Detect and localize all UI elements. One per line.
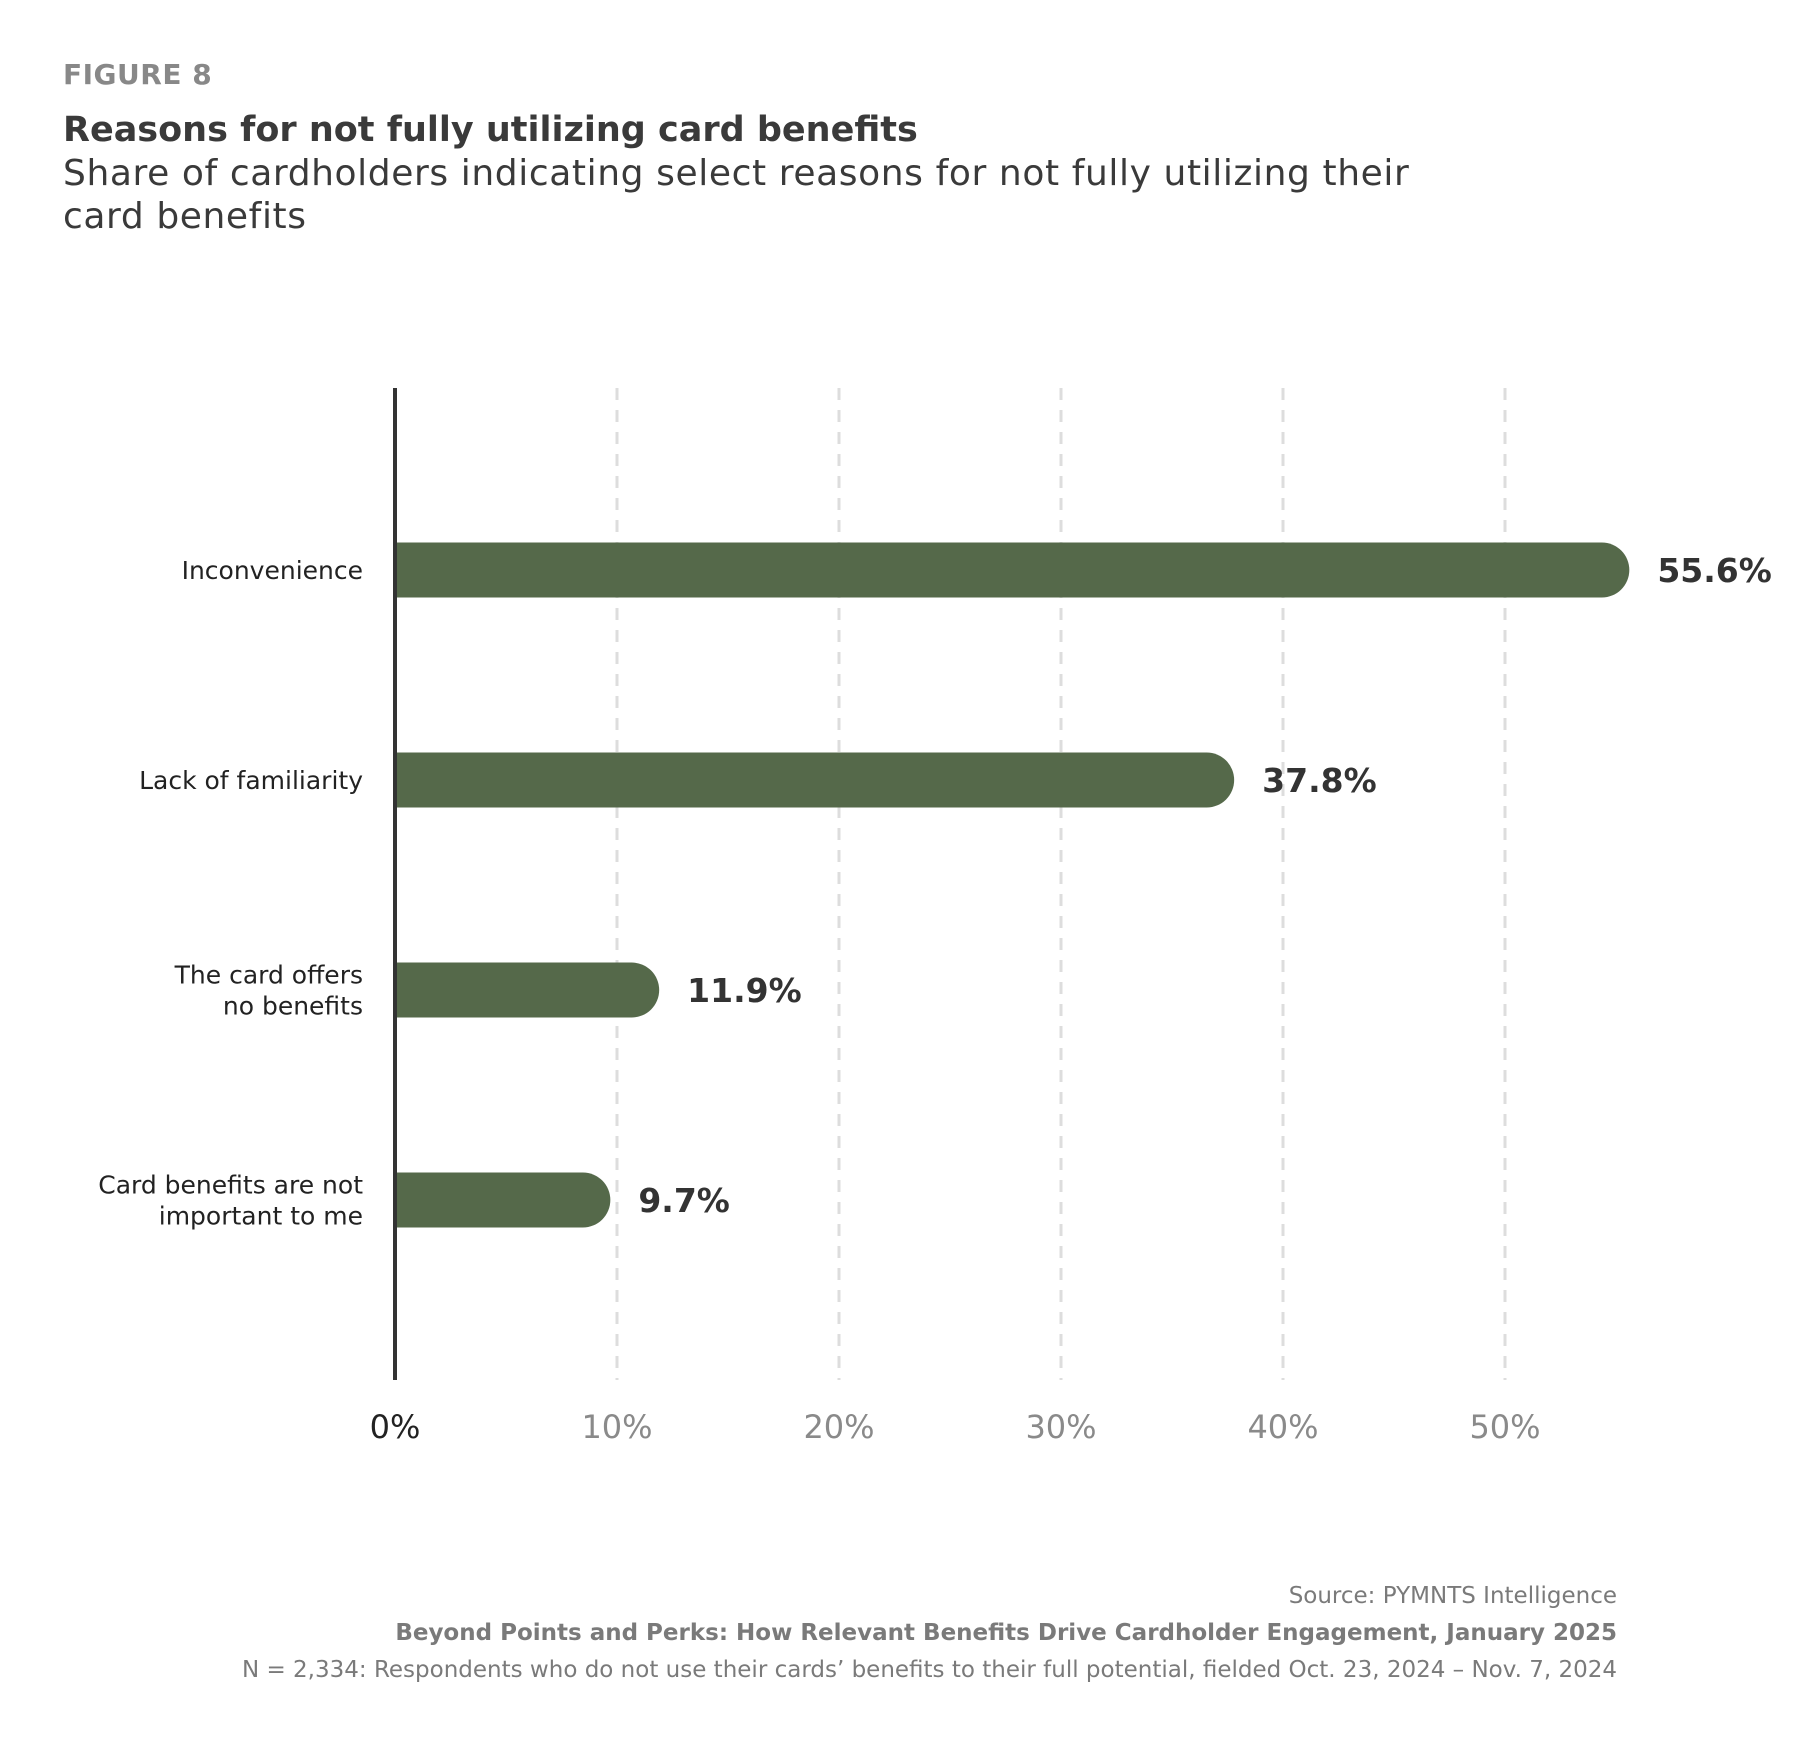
category-label: Card benefits are not important to me bbox=[98, 1170, 363, 1231]
category-label: Lack of familiarity bbox=[139, 766, 363, 795]
figure-label: FIGURE 8 bbox=[63, 58, 213, 91]
x-tick-label: 50% bbox=[1469, 1408, 1541, 1446]
bar bbox=[395, 963, 659, 1018]
x-tick-label: 20% bbox=[803, 1408, 875, 1446]
category-label: The card offers no benefits bbox=[174, 960, 363, 1021]
x-tick-label: 10% bbox=[581, 1408, 653, 1446]
x-tick-label: 0% bbox=[369, 1408, 421, 1446]
report-title: Beyond Points and Perks: How Relevant Benefits Drive Cardholder Engagement, January 2025 bbox=[395, 1620, 1617, 1646]
category-labels bbox=[98, 556, 363, 1231]
value-label: 11.9% bbox=[687, 971, 802, 1010]
bar bbox=[395, 1173, 610, 1228]
chart-subtitle: Share of cardholders indicating select reasons for not fully utilizing their card benefits bbox=[63, 153, 1410, 237]
sample-note: N = 2,334: Respondents who do not use their cards’ benefits to their full potential, fielded Oct. 23, 2024 – Nov. 7, 2024 bbox=[241, 1657, 1617, 1683]
value-labels bbox=[638, 551, 1771, 1220]
bar bbox=[395, 753, 1234, 808]
bars bbox=[395, 543, 1629, 1228]
value-label: 55.6% bbox=[1657, 551, 1772, 590]
x-tick-labels bbox=[370, 1408, 1541, 1446]
value-label: 9.7% bbox=[638, 1181, 730, 1220]
bar bbox=[395, 543, 1629, 598]
x-tick-label: 40% bbox=[1247, 1408, 1319, 1446]
chart-title: Reasons for not fully utilizing card benefits bbox=[63, 110, 918, 150]
x-tick-label: 30% bbox=[1025, 1408, 1097, 1446]
category-label: Inconvenience bbox=[181, 556, 363, 585]
grid-lines bbox=[617, 388, 1505, 1380]
source-note: Source: PYMNTS Intelligence bbox=[1288, 1583, 1617, 1609]
value-label: 37.8% bbox=[1262, 761, 1377, 800]
footer bbox=[242, 1578, 1617, 1689]
